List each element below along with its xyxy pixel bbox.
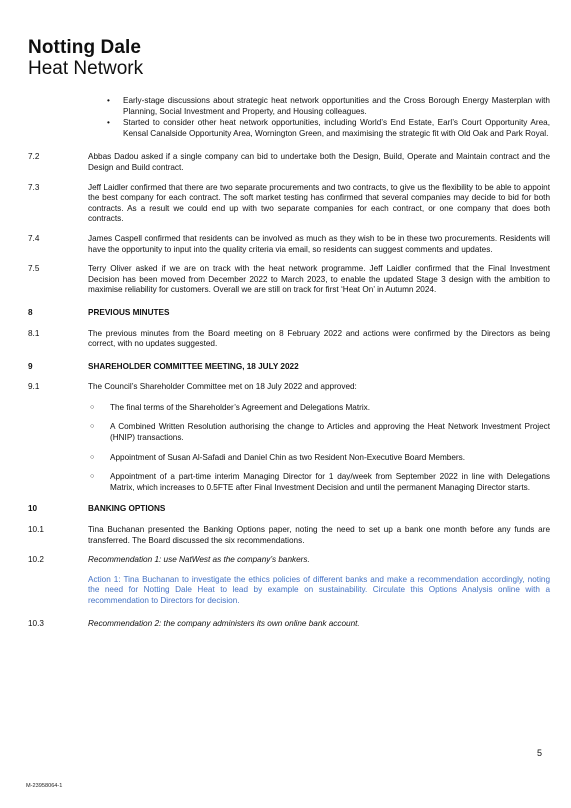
- paragraph-number: 10.3: [28, 618, 44, 628]
- section-heading-8: [28, 308, 550, 319]
- approval-list: [28, 403, 550, 494]
- paragraph-7-5: [28, 264, 550, 296]
- section-number: 10: [28, 504, 38, 514]
- logo: [28, 38, 143, 78]
- list-item: ○ Appointment of a part-time interim Managing Director for 1 day/week from September 2022 in line with Delegations Matrix, which increases to 0.5FTE after Final Investment Decision and until the permanent Managing Director starts.: [90, 472, 550, 492]
- circle-bullet-icon: ○: [90, 403, 95, 411]
- paragraph-7-4: [28, 234, 550, 255]
- section-number: 9: [28, 361, 33, 371]
- bullet-icon: •: [107, 118, 110, 128]
- paragraph-text: Tina Buchanan presented the Banking Options paper, noting the need to set up a bank one month before any funds are transferred. The Board discussed the six recommendations.: [88, 525, 550, 545]
- list-item: • Started to consider other heat network opportunities, including World’s End Estate, Earl’s Court Opportunity Area, Kensal Canalside Opportunity Area, Wornington Green, and maximising the strategic fit with Old Oak and Park Royal.: [107, 118, 550, 138]
- paragraph-text: The Council’s Shareholder Committee met on 18 July 2022 and approved:: [88, 382, 357, 392]
- section-heading-9: [28, 362, 550, 373]
- action-item: [28, 575, 550, 607]
- section-title: BANKING OPTIONS: [88, 504, 166, 514]
- paragraph-text: Abbas Dadou asked if a single company can bid to undertake both the Design, Build, Operate and Maintain contract and the Design and Build contract.: [88, 152, 550, 172]
- paragraph-10-2: [28, 555, 550, 566]
- circle-bullet-icon: ○: [90, 423, 95, 431]
- paragraph-number: 7.3: [28, 182, 40, 192]
- paragraph-number: 7.4: [28, 233, 40, 243]
- paragraph-text: Jeff Laidler confirmed that there are two separate procurements and two contracts, to give us the flexibility to be able to appoint the best company for each contract. The soft market testing has confirmed that several companies may decide to bid for both contracts. As a result we could end up with two separate companies for each contract, or one company that does both contracts.: [88, 182, 550, 224]
- document-body: [28, 96, 550, 638]
- paragraph-text: James Caspell confirmed that residents can be involved as much as they wish to be in these two procurements. Residents will have the opportunity to input into the quality criteria via email, so residents can suggest comments and updates.: [88, 233, 550, 254]
- page-number: 5: [537, 748, 543, 758]
- bullet-icon: •: [107, 96, 110, 105]
- logo-line-2: Heat Network: [28, 58, 144, 79]
- circle-bullet-icon: ○: [90, 473, 95, 481]
- paragraph-number: 10.2: [28, 555, 44, 565]
- list-item: ○ The final terms of the Shareholder’s Agreement and Delegations Matrix.: [90, 402, 371, 412]
- paragraph-7-2: [28, 152, 550, 173]
- paragraph-number: 9.1: [28, 382, 40, 392]
- section-number: 8: [28, 307, 33, 317]
- section-title: PREVIOUS MINUTES: [88, 307, 170, 317]
- paragraph-8-1: [28, 329, 550, 350]
- action-text: Action 1: Tina Buchanan to investigate the ethics policies of different banks and make a recommendation accordingly, noting the need for Notting Dale Heat to lead by example on sustainability. Circulate this Options Analysis online with a recommendation to Directors for decision.: [88, 574, 550, 605]
- logo-line-1: Notting Dale: [28, 37, 142, 58]
- section-title: SHAREHOLDER COMMITTEE MEETING, 18 JULY 2022: [88, 361, 299, 371]
- paragraph-number: 10.1: [28, 525, 44, 535]
- paragraph-7-3: [28, 183, 550, 225]
- paragraph-number: 7.5: [28, 264, 40, 274]
- list-item: • Early-stage discussions about strategic heat network opportunities and the Cross Borough Energy Masterplan with Planning, Social Investment and Property, and Housing colleagues.: [107, 96, 550, 116]
- paragraph-text: The previous minutes from the Board meeting on 8 February 2022 and actions were confirmed by the Directors as being correct, with no updates suggested.: [88, 328, 550, 349]
- bullet-list: [28, 96, 550, 139]
- recommendation-text: Recommendation 1: use NatWest as the company’s bankers.: [88, 555, 310, 565]
- paragraph-10-3: [28, 619, 550, 630]
- paragraph-10-1: [28, 525, 550, 546]
- list-item: ○ A Combined Written Resolution authorising the change to Articles and approving the Heat Network Investment Project (HNIP) transactions.: [90, 422, 550, 443]
- section-heading-10: [28, 504, 550, 515]
- paragraph-9-1: [28, 382, 550, 393]
- document-reference: M-23958064-1: [26, 783, 63, 789]
- recommendation-text: Recommendation 2: the company administers its own online bank account.: [88, 618, 360, 628]
- paragraph-number: 7.2: [28, 152, 40, 162]
- paragraph-number: 8.1: [28, 328, 40, 338]
- list-item: ○ Appointment of Susan Al-Safadi and Daniel Chin as two Resident Non-Executive Board Members.: [90, 452, 465, 462]
- circle-bullet-icon: ○: [90, 453, 95, 461]
- paragraph-text: Terry Oliver asked if we are on track with the heat network programme. Jeff Laidler confirmed that the Final Investment Decision has been moved from December 2022 to March 2023, to enable the updated Stage 3 design with the ambition to maximise reliability for customers. Overall we are still on track for first ‘Heat On’ in Autumn 2024.: [88, 264, 550, 295]
